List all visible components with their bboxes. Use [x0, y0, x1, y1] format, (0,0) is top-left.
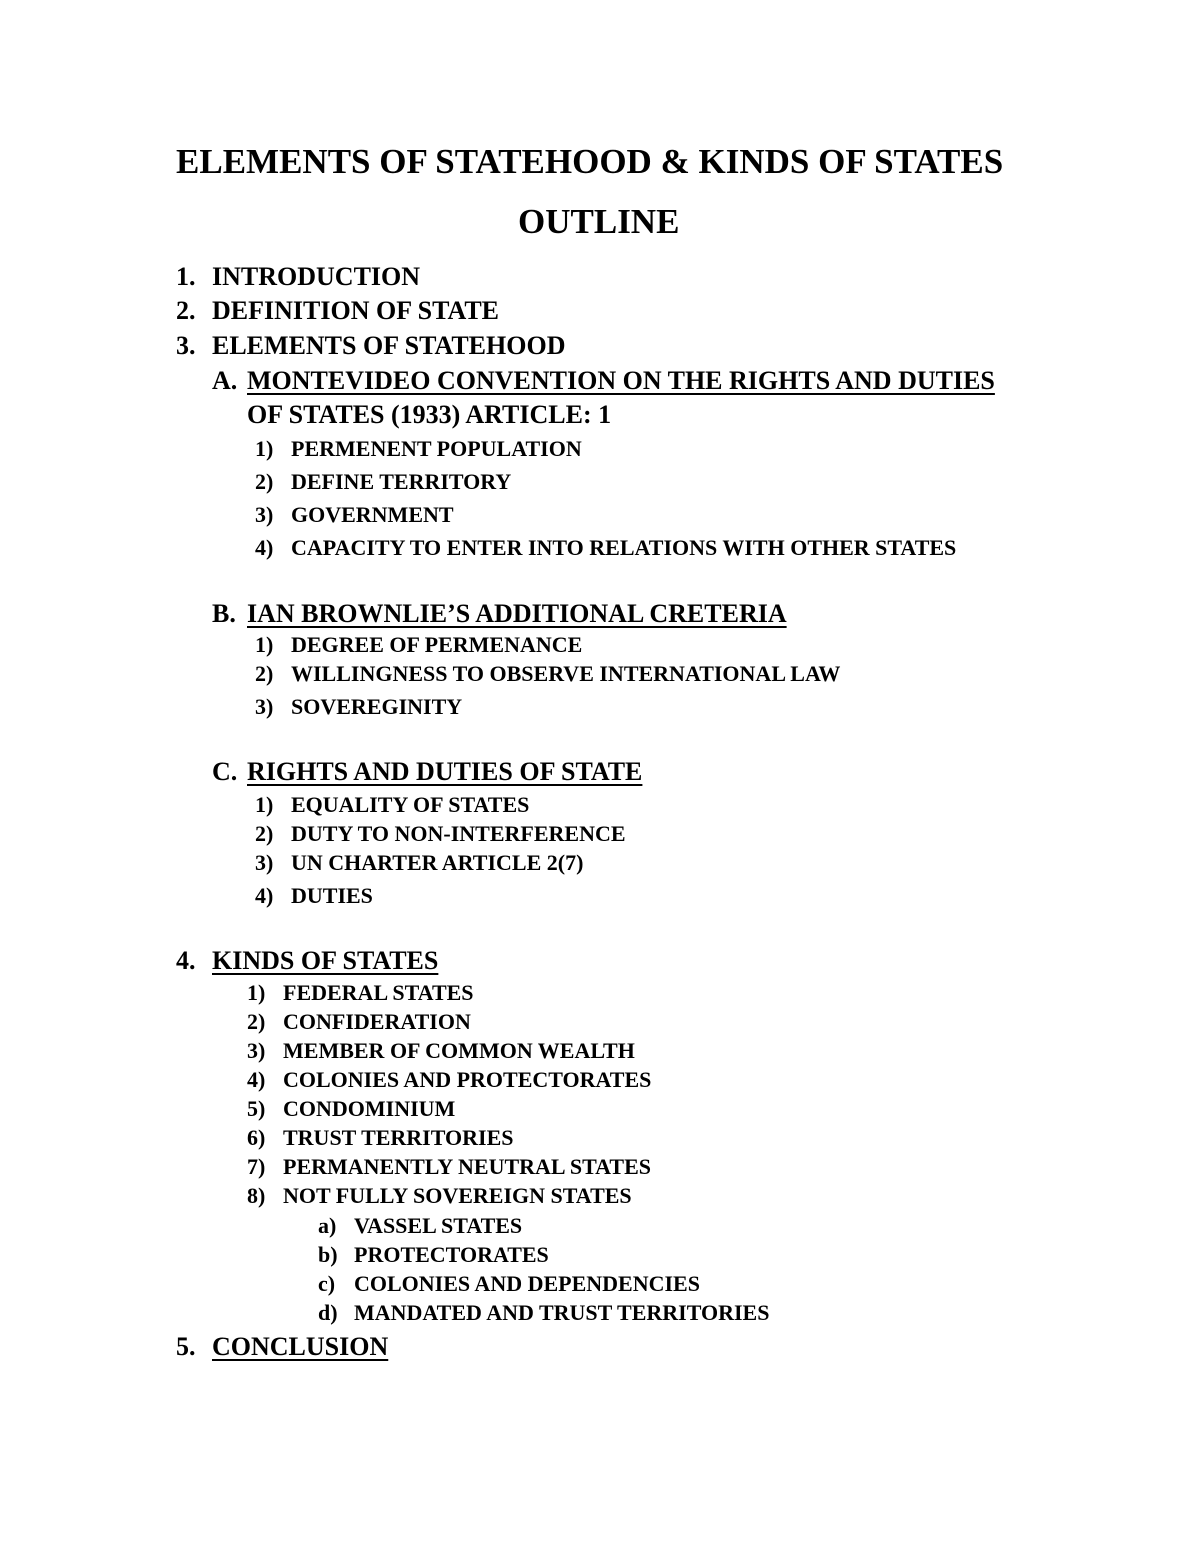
item-number: 2)	[255, 821, 274, 846]
item-label: PERMANENTLY NEUTRAL STATES	[283, 1154, 651, 1179]
item-label: CONCLUSION	[212, 1332, 389, 1361]
item-number: 3)	[247, 1038, 266, 1063]
section-letter: B.	[212, 599, 236, 628]
item-number: 2)	[247, 1009, 266, 1034]
item-label: CONFIDERATION	[283, 1009, 471, 1034]
section-c-item-3	[255, 850, 583, 876]
item-number: 1.	[176, 262, 196, 291]
kinds-subitem-b	[318, 1242, 549, 1268]
item-number: 7)	[247, 1154, 266, 1179]
item-label: MEMBER OF COMMON WEALTH	[283, 1038, 635, 1063]
item-number: 2.	[176, 296, 196, 325]
section-b-heading	[212, 599, 787, 629]
item-number: 3)	[255, 502, 274, 527]
kinds-item-3	[247, 1038, 635, 1064]
item-number: 4)	[255, 883, 274, 908]
kinds-item-4	[247, 1067, 651, 1093]
item-label: COLONIES AND DEPENDENCIES	[354, 1271, 700, 1296]
kinds-item-7	[247, 1154, 651, 1180]
item-number: 3)	[255, 694, 274, 719]
kinds-item-6	[247, 1125, 514, 1151]
section-label: MONTEVIDEO CONVENTION ON THE RIGHTS AND DUTIES	[247, 366, 995, 395]
item-number: 6)	[247, 1125, 266, 1150]
section-letter: A.	[212, 366, 238, 395]
item-number: 1)	[255, 792, 274, 817]
outline-item-conclusion	[176, 1332, 388, 1362]
item-number: 8)	[247, 1183, 266, 1208]
outline-item-elements	[176, 331, 565, 361]
document-subtitle: OUTLINE	[518, 202, 680, 241]
item-number: b)	[318, 1242, 338, 1267]
item-number: 2)	[255, 661, 274, 686]
kinds-item-5	[247, 1096, 455, 1122]
item-label: GOVERNMENT	[291, 502, 454, 527]
item-number: 3.	[176, 331, 196, 360]
kinds-item-8	[247, 1183, 632, 1209]
item-number: 4)	[255, 535, 274, 560]
outline-item-definition	[176, 296, 499, 326]
item-label: TRUST TERRITORIES	[283, 1125, 514, 1150]
item-label: NOT FULLY SOVEREIGN STATES	[283, 1183, 632, 1208]
section-label: IAN BROWNLIE’S ADDITIONAL CRETERIA	[247, 599, 787, 628]
item-number: 3)	[255, 850, 274, 875]
item-number: 1)	[255, 632, 274, 657]
section-a-item-4	[255, 535, 956, 561]
item-label: DEGREE OF PERMENANCE	[291, 632, 583, 657]
document-title: ELEMENTS OF STATEHOOD & KINDS OF STATES	[176, 142, 1004, 181]
kinds-subitem-a	[318, 1213, 522, 1239]
item-label: KINDS OF STATES	[212, 946, 439, 975]
item-label: WILLINGNESS TO OBSERVE INTERNATIONAL LAW	[291, 661, 841, 686]
item-number: a)	[318, 1213, 337, 1238]
item-label: INTRODUCTION	[212, 262, 421, 291]
item-label: CONDOMINIUM	[283, 1096, 456, 1121]
item-label: DEFINE TERRITORY	[291, 469, 512, 494]
item-label: PERMENENT POPULATION	[291, 436, 582, 461]
item-label: FEDERAL STATES	[283, 980, 474, 1005]
item-label: ELEMENTS OF STATEHOOD	[212, 331, 566, 360]
item-label: UN CHARTER ARTICLE 2(7)	[291, 850, 584, 875]
section-a-item-2	[255, 469, 511, 495]
section-c-item-1	[255, 792, 529, 818]
kinds-item-1	[247, 980, 474, 1006]
item-label: PROTECTORATES	[354, 1242, 549, 1267]
item-number: 4)	[247, 1067, 266, 1092]
section-a-heading	[212, 366, 995, 396]
section-a-item-1	[255, 436, 582, 462]
item-label: EQUALITY OF STATES	[291, 792, 530, 817]
item-label: COLONIES AND PROTECTORATES	[283, 1067, 652, 1092]
item-label: VASSEL STATES	[354, 1213, 523, 1238]
item-label: DEFINITION OF STATE	[212, 296, 500, 325]
item-label: SOVEREGINITY	[291, 694, 463, 719]
item-number: 2)	[255, 469, 274, 494]
item-number: d)	[318, 1300, 338, 1325]
item-number: 5)	[247, 1096, 266, 1121]
section-c-item-4	[255, 883, 373, 909]
section-c-heading	[212, 757, 642, 787]
kinds-subitem-d	[318, 1300, 769, 1326]
item-label: DUTIES	[291, 883, 373, 908]
item-label: CAPACITY TO ENTER INTO RELATIONS WITH OTHER STATES	[291, 535, 957, 560]
section-a-item-3	[255, 502, 454, 528]
item-number: 4.	[176, 946, 196, 975]
item-label: DUTY TO NON-INTERFERENCE	[291, 821, 626, 846]
item-label: MANDATED AND TRUST TERRITORIES	[354, 1300, 770, 1325]
item-number: 5.	[176, 1332, 196, 1361]
section-label: RIGHTS AND DUTIES OF STATE	[247, 757, 643, 786]
kinds-item-2	[247, 1009, 471, 1035]
section-letter: C.	[212, 757, 238, 786]
item-number: 1)	[247, 980, 266, 1005]
section-b-item-1	[255, 632, 582, 658]
outline-item-kinds	[176, 946, 438, 976]
section-a-continuation: OF STATES (1933) ARTICLE: 1	[247, 400, 612, 429]
item-number: 1)	[255, 436, 274, 461]
section-b-item-3	[255, 694, 462, 720]
outline-item-introduction	[176, 262, 420, 292]
section-c-item-2	[255, 821, 626, 847]
item-number: c)	[318, 1271, 336, 1296]
kinds-subitem-c	[318, 1271, 700, 1297]
section-b-item-2	[255, 661, 840, 687]
